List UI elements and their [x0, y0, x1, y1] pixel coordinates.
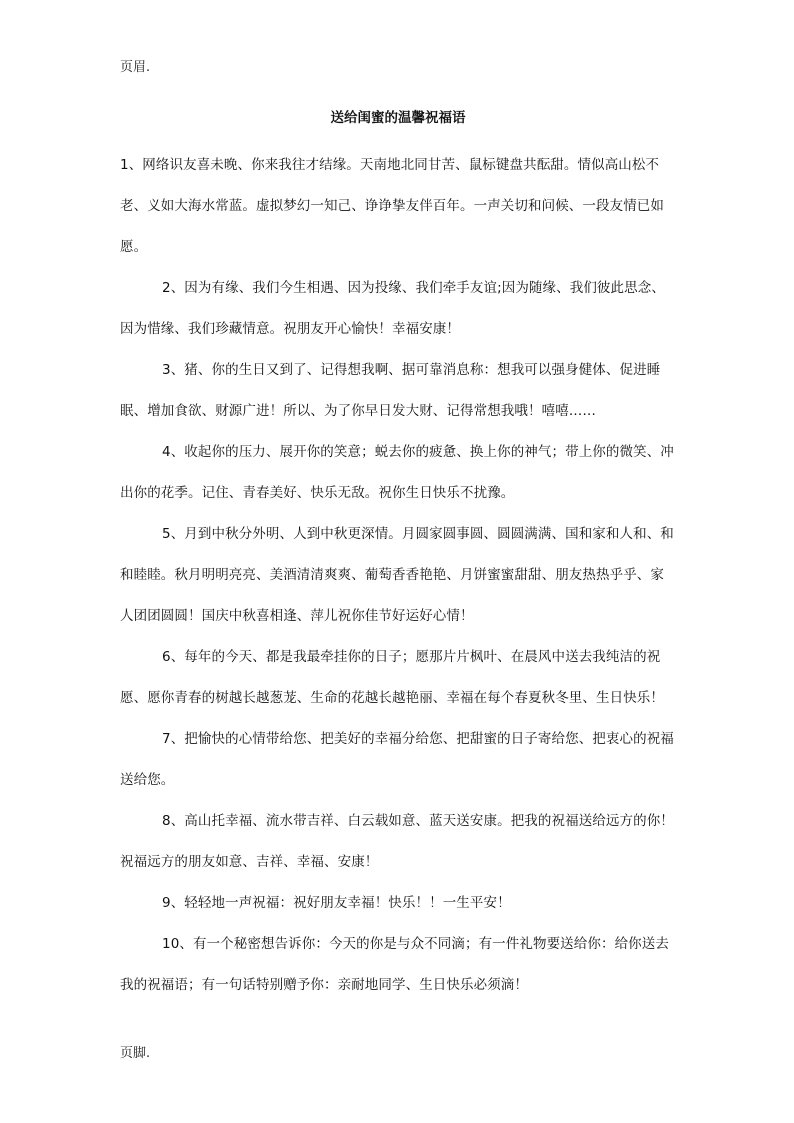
paragraph-10: 10、有一个秘密想告诉你：今天的你是与众不同滴；有一件礼物要送给你：给你送去我的祝福语；有一句话特别赠予你：亲耐地同学、生日快乐必须滴！	[120, 936, 669, 993]
document-body	[120, 145, 676, 1006]
paragraph-3: 3、猪、你的生日又到了、记得想我啊、据可靠消息称：想我可以强身健体、促进睡眠、增加食欲、财源广进！所以、为了你早日发大财、记得常想我哦！嘻嘻……	[120, 362, 661, 419]
paragraph-7: 7、把愉快的心情带给您、把美好的幸福分给您、把甜蜜的日子寄给您、把衷心的祝福送给您。	[120, 731, 674, 788]
document-title: 送给闺蜜的温馨祝福语	[330, 110, 466, 126]
paragraph-1: 1、网络识友喜未晚、你来我往才结缘。天南地北同甘苦、鼠标键盘共酝甜。情似高山松不老、义如大海水常蓝。虚拟梦幻一知己、诤诤挚友伴百年。一声关切和问候、一段友情已如愿。	[120, 157, 664, 255]
paragraph-8: 8、高山托幸福、流水带吉祥、白云载如意、蓝天送安康。把我的祝福送给远方的你！祝福远方的朋友如意、吉祥、幸福、安康！	[120, 813, 674, 870]
paragraph-5: 5、月到中秋分外明、人到中秋更深情。月圆家圆事圆、圆圆满满、国和家和人和、和和睦睦。秋月明明亮亮、美酒清清爽爽、葡萄香香艳艳、月饼蜜蜜甜甜、朋友热热乎乎、家人团团圆圆！国庆中秋喜相逢、萍儿祝你佳节好运好心情！	[120, 526, 674, 624]
paragraph-6: 6、每年的今天、都是我最牵挂你的日子；愿那片片枫叶、在晨风中送去我纯洁的祝愿、愿你青春的树越长越葱茏、生命的花越长越艳丽、幸福在每个春夏秋冬里、生日快乐！	[120, 649, 664, 706]
page-header: 页眉.	[120, 60, 151, 75]
paragraph-2: 2、因为有缘、我们今生相遇、因为投缘、我们牵手友谊;因为随缘、我们彼此思念、因为惜缘、我们珍藏情意。祝朋友开心愉快！幸福安康！	[120, 280, 665, 337]
paragraph-4: 4、收起你的压力、展开你的笑意；蜕去你的疲惫、换上你的神气；带上你的微笑、冲出你的花季。记住、青春美好、快乐无敌。祝你生日快乐不扰豫。	[120, 444, 674, 501]
paragraph-9: 9、轻轻地一声祝福：祝好朋友幸福！快乐！！一生平安！	[162, 895, 511, 911]
page-footer: 页脚.	[120, 1046, 151, 1061]
